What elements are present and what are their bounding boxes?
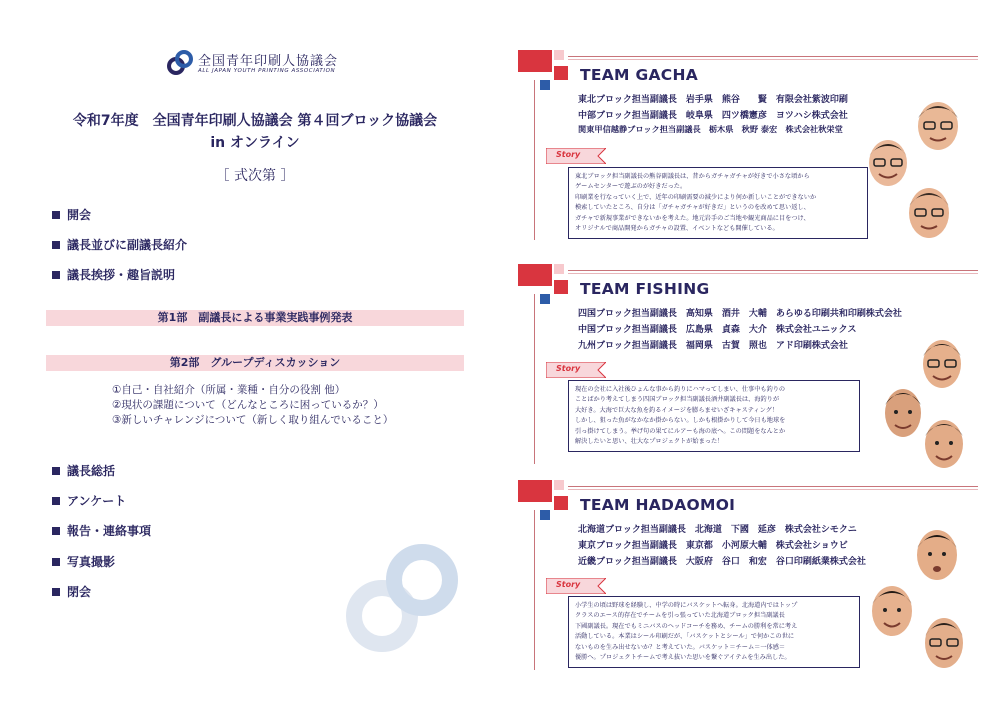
agenda-item: 報告・連絡事項 bbox=[52, 522, 151, 539]
square-bullet-icon bbox=[52, 241, 60, 249]
event-subtitle: in オンライン bbox=[210, 135, 300, 151]
story-text-box: 東北ブロック担当副議長の熊谷副議長は、昔からガチャガチャが好きで小さな頃から ゲームセンターで遊ぶのが好きだった。 印刷業を行なっていく上で、近年の印刷需要の減少により何か新しいことができないか 模索していたところ、自分は「ガチャガチャが好きだ」というのを改めて思い返し、 ガチャで新規事業ができないかを考えた。地元岩手のご当地や観光商品に目をつけ、 オリジナルで商品開発からガチャの設置、イベントなども開催している。 bbox=[568, 167, 868, 239]
red-square-icon bbox=[518, 480, 552, 502]
team-member-row: 四国ブロック担当副議長 高知県 酒井 大輔 あらゆる印刷共和印刷株式会社 bbox=[578, 309, 902, 319]
divider bbox=[568, 56, 978, 57]
team-member-row: 近畿ブロック担当副議長 大阪府 谷口 和宏 谷口印刷紙業株式会社 bbox=[578, 557, 866, 567]
pink-square-icon bbox=[554, 50, 564, 60]
square-bullet-icon bbox=[52, 558, 60, 566]
agenda-item: 開会 bbox=[52, 206, 91, 223]
divider bbox=[568, 273, 978, 274]
pink-square-icon bbox=[554, 480, 564, 490]
team-member-row: 東北ブロック担当副議長 岩手県 熊谷 賢 有限会社紫波印刷 bbox=[578, 95, 848, 105]
story-text-box: 現在の会社に入社後ひょんな事から釣りにハマってしまい、仕事中も釣りの ことばかり考えてしまう四国ブロック担当副議長酒井副議長は、海釣りが 大好き。大海で巨大な魚を釣るイメージを膨らませいざキャスティング！ しかし、狙った魚がなかなか掛からない。しかも根掛かりして今日も地球を 引っ掛けてしまう。挙げ句の果てにルアーも海の底へ。この問題をなんとか 解決したいと思い、壮大なプロジェクトが始まった！ bbox=[568, 380, 860, 452]
divider bbox=[568, 489, 978, 490]
square-bullet-icon bbox=[52, 271, 60, 279]
square-bullet-icon bbox=[52, 467, 60, 475]
member-portrait-icon bbox=[904, 182, 954, 240]
agenda-item: 議長挨拶・趣旨説明 bbox=[52, 266, 175, 283]
story-tag: Story bbox=[546, 362, 606, 378]
member-portrait-icon bbox=[912, 524, 962, 582]
story-tag: Story bbox=[546, 578, 606, 594]
divider bbox=[534, 80, 535, 240]
divider bbox=[568, 59, 978, 60]
agenda-item: 議長総括 bbox=[52, 462, 115, 479]
agenda-part2-banner: 第2部 グループディスカッション bbox=[46, 355, 464, 371]
member-portrait-icon bbox=[864, 134, 912, 188]
pink-square-icon bbox=[554, 264, 564, 274]
team-name: TEAM FISHING bbox=[580, 280, 710, 298]
logo-name-jp: 全国青年印刷人協議会 bbox=[198, 54, 339, 69]
red-square-icon bbox=[518, 50, 552, 72]
story-tag: Story bbox=[546, 148, 606, 164]
team-member-row: 東京ブロック担当副議長 東京都 小河原大輔 株式会社ショウビ bbox=[578, 541, 848, 551]
agenda-item: 議長並びに副議長紹介 bbox=[52, 236, 187, 253]
team-name: TEAM HADAOMOI bbox=[580, 496, 736, 514]
member-portrait-icon bbox=[912, 96, 964, 152]
square-bullet-icon bbox=[52, 588, 60, 596]
discussion-topic: ③新しいチャレンジについて（新しく取り組んでいること） bbox=[112, 414, 394, 426]
team-member-row: 中部ブロック担当副議長 岐阜県 四ツ橋憲彦 ヨツハシ株式会社 bbox=[578, 111, 848, 121]
red-square-icon bbox=[518, 264, 552, 286]
team-member-row: 関東甲信越静ブロック担当副議長 栃木県 秋野 泰宏 株式会社秋栄堂 bbox=[578, 124, 843, 134]
blue-square-icon bbox=[540, 510, 550, 520]
team-member-row: 北海道ブロック担当副議長 北海道 下國 延彦 株式会社シモクニ bbox=[578, 525, 857, 535]
red-square-icon bbox=[554, 496, 568, 510]
agenda-heading: ［ 式次第 ］ bbox=[215, 168, 295, 184]
blue-square-icon bbox=[540, 294, 550, 304]
story-text-box: 小学生の頃は野球を経験し、中学の時にバスケットへ転身。北海道内ではトップ クラスのエース的存在でチームを引っ張っていた北海道ブロック担当副議長 下國副議長。現在でもミニバスのヘッドコーチを務め、チームの勝利を常に考え 活動している。本業はシール印刷だが、「バスケットとシール」で何かこの世に ないものを生み出せないか？と考えていた。バスケット＝チーム＝一体感＝ 優勝へ。プロジェクトチームで考え抜いた思いを繋ぐアイテムを生み出した。 bbox=[568, 596, 860, 668]
double-ring-logo-icon bbox=[166, 50, 194, 76]
agenda-part1-banner: 第1部 副議長による事業実践事例発表 bbox=[46, 310, 464, 326]
member-portrait-icon bbox=[920, 612, 968, 670]
agenda-item: アンケート bbox=[52, 492, 126, 509]
logo-name-en: ALL JAPAN YOUTH PRINTING ASSOCIATION bbox=[198, 68, 336, 74]
divider bbox=[568, 486, 978, 487]
agenda-item: 写真撮影 bbox=[52, 553, 115, 570]
member-portrait-icon bbox=[866, 580, 918, 638]
team-name: TEAM GACHA bbox=[580, 66, 699, 84]
team-member-row: 中国ブロック担当副議長 広島県 貞森 大介 株式会社ユニックス bbox=[578, 325, 857, 335]
decorative-rings-icon bbox=[346, 540, 466, 660]
red-square-icon bbox=[554, 66, 568, 80]
square-bullet-icon bbox=[52, 497, 60, 505]
member-portrait-icon bbox=[920, 414, 968, 470]
agenda-item: 閉会 bbox=[52, 583, 91, 600]
association-logo bbox=[166, 48, 346, 80]
discussion-topic: ②現状の課題について（どんなところに困っているか？） bbox=[112, 399, 384, 411]
square-bullet-icon bbox=[52, 211, 60, 219]
member-portrait-icon bbox=[918, 334, 966, 390]
divider bbox=[568, 270, 978, 271]
square-bullet-icon bbox=[52, 527, 60, 535]
discussion-topic: ①自己・自社紹介（所属・業種・自分の役割 他） bbox=[112, 384, 346, 396]
event-title: 令和7年度 全国青年印刷人協議会 第４回ブロック協議会 bbox=[72, 113, 438, 129]
divider bbox=[534, 294, 535, 464]
red-square-icon bbox=[554, 280, 568, 294]
divider bbox=[534, 510, 535, 670]
blue-square-icon bbox=[540, 80, 550, 90]
team-member-row: 九州ブロック担当副議長 福岡県 古賀 照也 アド印刷株式会社 bbox=[578, 341, 848, 351]
